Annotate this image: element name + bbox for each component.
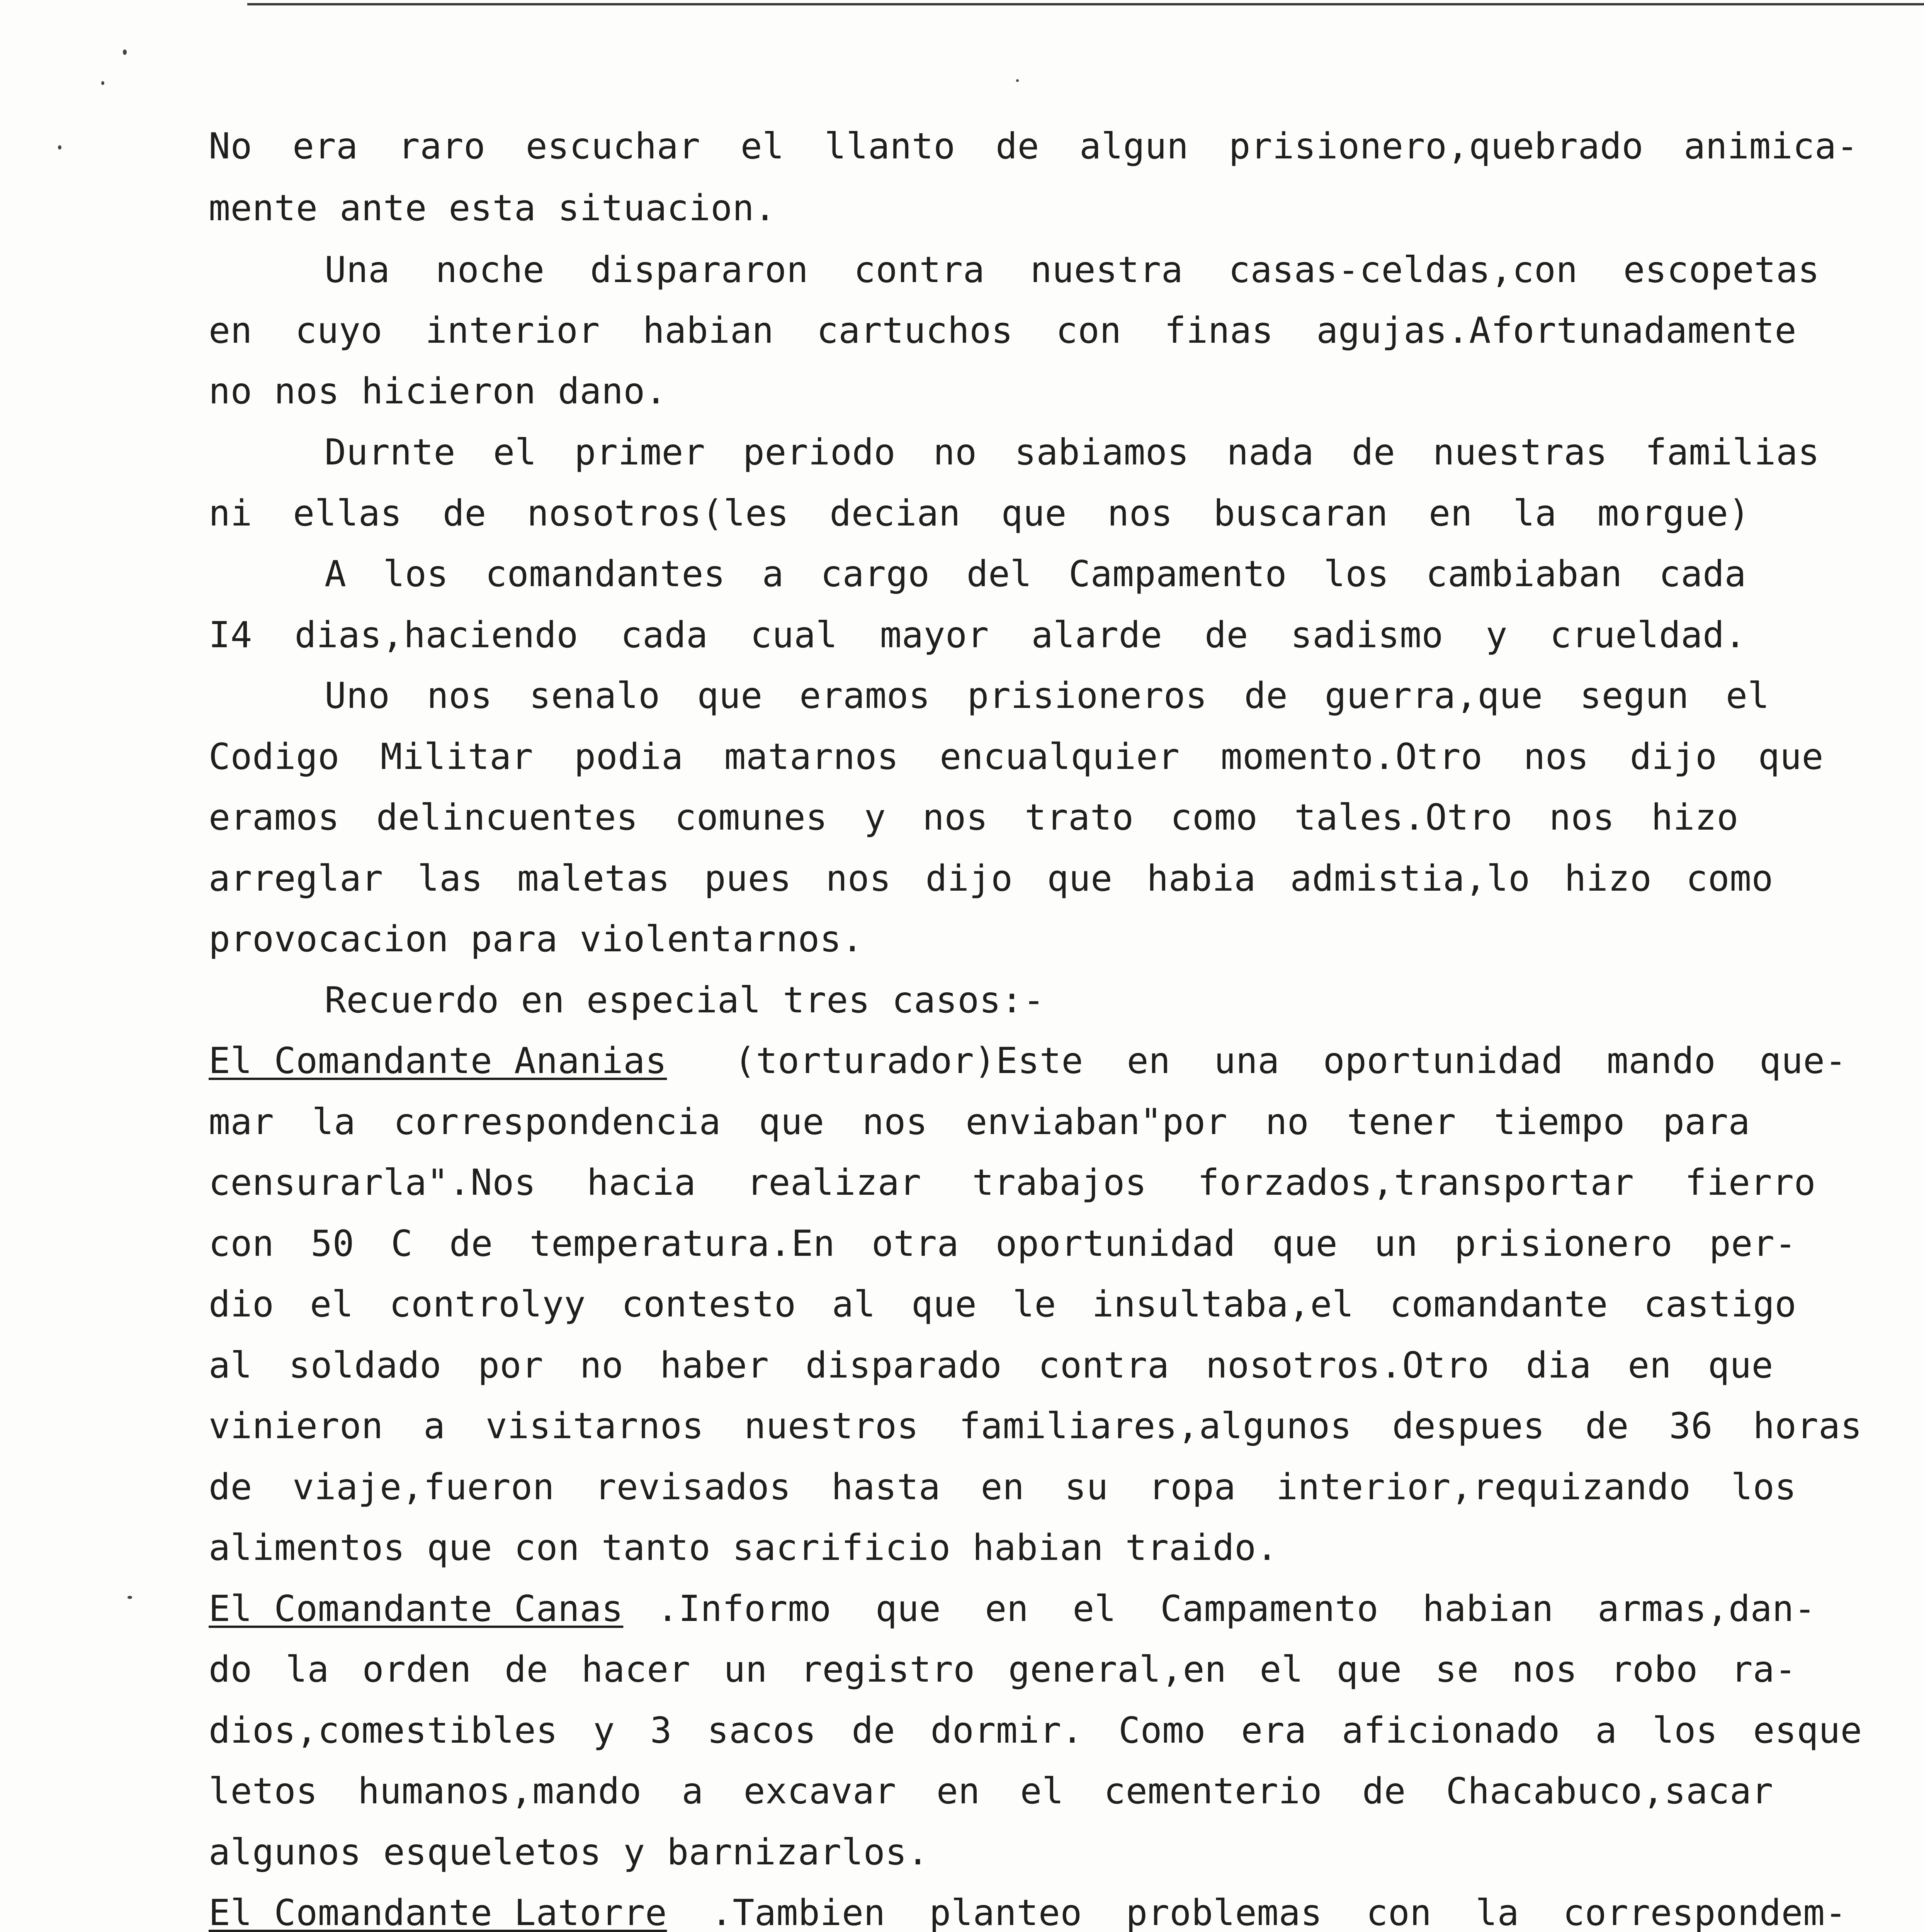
text-line: con 50 C de temperatura.En otra oportunidad que un prisionero per-: [209, 1223, 1797, 1264]
text-line: arreglar las maletas pues nos dijo que habia admistia,lo hizo como: [209, 857, 1773, 899]
heading-ananias: El Comandante Ananias: [209, 1040, 667, 1082]
text-line: vinieron a visitarnos nuestros familiares,algunos despues de 36 horas: [209, 1405, 1862, 1447]
text-line: do la orden de hacer un registro general,en el que se nos robo ra-: [209, 1648, 1797, 1690]
text-line: Recuerdo en especial tres casos:-: [325, 979, 1045, 1021]
text-line: mente ante esta situacion.: [209, 187, 776, 229]
text-line: .Informo que en el Campamento habian armas,dan-: [657, 1588, 1816, 1629]
heading-latorre: El Comandante Latorre: [209, 1892, 667, 1932]
text-line: al soldado por no haber disparado contra nosotros.Otro dia en que: [209, 1344, 1773, 1386]
text-line: I4 dias,haciendo cada cual mayor alarde de sadismo y crueldad.: [209, 614, 1746, 656]
text-line: censurarla".Nos hacia realizar trabajos forzados,transportar fierro: [209, 1162, 1816, 1203]
text-line: Una noche dispararon contra nuestra casas-celdas,con escopetas: [325, 249, 1820, 291]
text-line: letos humanos,mando a excavar en el cementerio de Chacabuco,sacar: [209, 1770, 1773, 1812]
text-line: dios,comestibles y 3 sacos de dormir. Como era aficionado a los esque: [209, 1709, 1862, 1751]
text-line: de viaje,fueron revisados hasta en su ropa interior,requizando los: [209, 1466, 1797, 1508]
text-line: algunos esqueletos y barnizarlos.: [209, 1831, 929, 1873]
text-line: mar la correspondencia que nos enviaban"por no tener tiempo para: [209, 1101, 1750, 1143]
text-line: ni ellas de nosotros(les decian que nos buscaran en la morgue): [209, 492, 1750, 534]
text-line: Codigo Militar podia matarnos encualquier momento.Otro nos dijo que: [209, 736, 1824, 777]
text-line: no nos hicieron dano.: [209, 370, 667, 412]
text-line: .Tambien planteo problemas con la correspondem-: [711, 1892, 1847, 1932]
text-line: A los comandantes a cargo del Campamento los cambiaban cada: [325, 553, 1746, 595]
text-line: eramos delincuentes comunes y nos trato como tales.Otro nos hizo: [209, 796, 1739, 838]
text-line: en cuyo interior habian cartuchos con finas agujas.Afortunadamente: [209, 310, 1797, 351]
text-line: dio el controlyy contesto al que le insultaba,el comandante castigo: [209, 1283, 1797, 1325]
text-line: Durnte el primer periodo no sabiamos nada de nuestras familias: [325, 431, 1820, 473]
text-line: No era raro escuchar el llanto de algun prisionero,quebrado animica-: [209, 125, 1858, 167]
text-line: provocacion para violentarnos.: [209, 918, 863, 960]
heading-canas: El Comandante Canas: [209, 1588, 624, 1629]
text-line: Uno nos senalo que eramos prisioneros de guerra,que segun el: [325, 675, 1769, 716]
text-line: alimentos que con tanto sacrificio habian traido.: [209, 1527, 1278, 1568]
text-line: (torturador)Este en una oportunidad mando que-: [734, 1040, 1847, 1082]
